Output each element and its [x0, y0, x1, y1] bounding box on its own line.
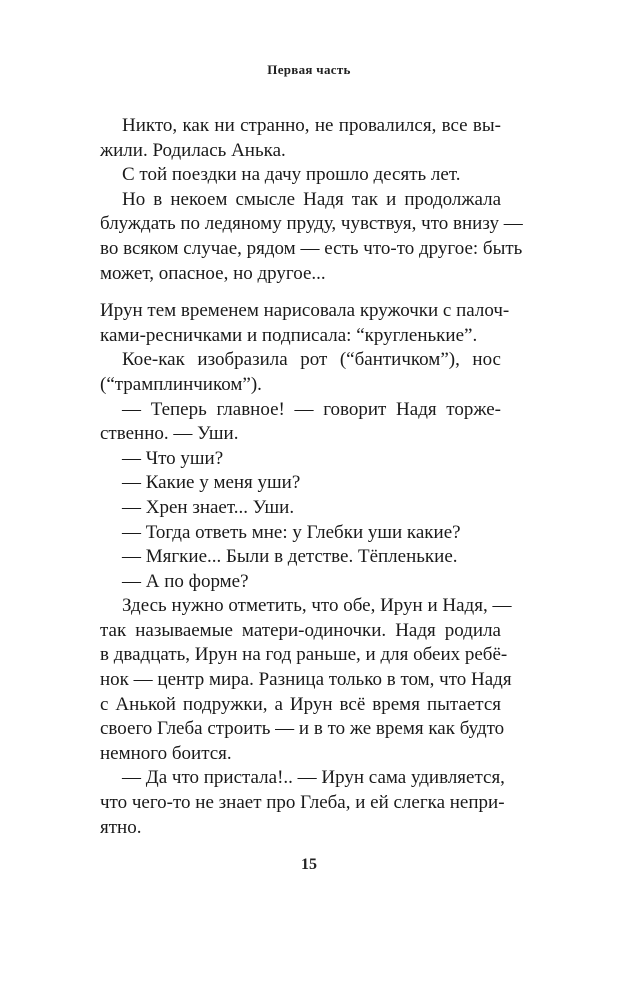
text-line: Но в некоем смысле Надя так и продолжала: [122, 188, 501, 210]
text-line: ственно. — Уши.: [100, 423, 239, 445]
text-line: жили. Родилась Анька.: [100, 139, 286, 161]
text-line: — Теперь главное! — говорит Надя торже-: [122, 398, 501, 420]
text-line: ками-ресничками и подписала: “кругленькие”.: [100, 324, 478, 346]
text-line: — Тогда ответь мне: у Глебки уши какие?: [122, 521, 461, 543]
text-line: ятно.: [100, 816, 142, 838]
text-line: Кое-как изобразила рот (“бантичком”), нос: [122, 349, 501, 371]
text-line: немного боится.: [100, 742, 232, 764]
text-line: с Анькой подружки, а Ирун всё время пытается: [100, 693, 501, 715]
text-line: так называемые матери-одиночки. Надя родила: [100, 619, 501, 641]
text-line: — Мягкие... Были в детстве. Тёпленькие.: [122, 546, 458, 568]
text-line: Здесь нужно отметить, что обе, Ирун и Надя, —: [122, 595, 512, 617]
text-line: своего Глеба строить — и в то же время как будто: [100, 718, 505, 740]
text-line: что чего-то не знает про Глеба, и ей слегка непри-: [100, 792, 505, 814]
text-line: — Да что пристала!.. — Ирун сама удивляется,: [122, 767, 505, 789]
text-line: — А по форме?: [122, 570, 249, 592]
text-line: Никто, как ни странно, не провалился, все вы-: [122, 115, 501, 136]
text-line: — Что уши?: [122, 447, 224, 469]
text-line: блуждать по ледяному пруду, чувствуя, что внизу —: [100, 213, 523, 235]
text-line: — Хрен знает... Уши.: [122, 496, 295, 518]
text-line: в двадцать, Ирун на год раньше, и для обеих ребё-: [100, 644, 508, 666]
text-line: (“трамплинчиком”).: [100, 373, 262, 395]
text-line: — Какие у меня уши?: [122, 472, 301, 494]
page-number: 15: [301, 856, 317, 873]
body-text: [100, 114, 523, 840]
text-line: может, опасное, но другое...: [100, 262, 326, 284]
text-line: С той поездки на дачу прошло десять лет.: [122, 164, 461, 186]
text-line: Ирун тем временем нарисовала кружочки с палоч-: [100, 300, 510, 322]
text-line: во всяком случае, рядом — есть что-то другое: быть: [100, 237, 523, 259]
text-line: нок — центр мира. Разница только в том, что Надя: [100, 669, 512, 691]
running-header: Первая часть: [267, 62, 351, 77]
